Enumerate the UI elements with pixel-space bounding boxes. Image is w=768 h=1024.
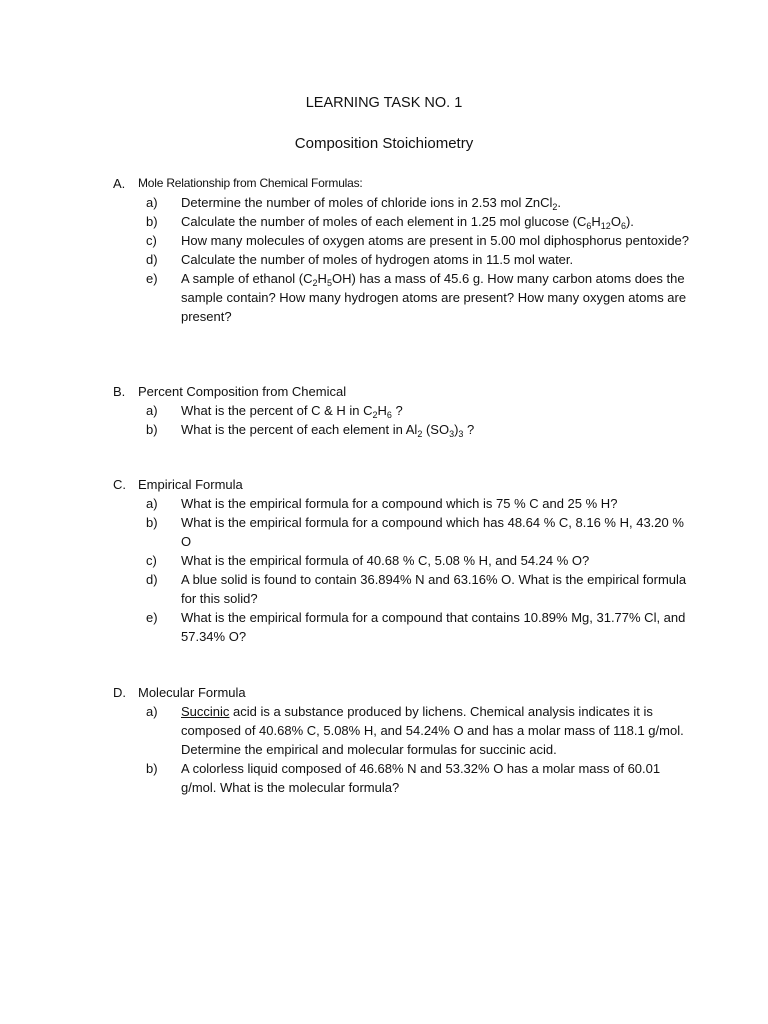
section-letter: B.: [113, 384, 126, 399]
item-label: a): [146, 704, 158, 719]
item-label: b): [146, 214, 158, 229]
item-text: Calculate the number of moles of hydrogen atoms in 11.5 mol water.: [181, 252, 574, 267]
underlined-word: Succinic: [181, 704, 230, 719]
list-item: [113, 250, 693, 269]
section-letter: D.: [113, 685, 126, 700]
section-c: [113, 475, 693, 646]
section-d-header: [113, 683, 693, 702]
section-heading: Empirical Formula: [138, 477, 243, 492]
item-text: What is the percent of C & H in $C_2H_6$ ?: [181, 403, 403, 420]
item-text: Calculate the number of moles of each element in 1.25 mol glucose $(C_6H_{12}O_6)$.: [181, 214, 634, 231]
item-text: A blue solid is found to contain 36.894% N and 63.16% O. What is the empirical formula for this solid?: [181, 572, 687, 606]
list-item: [113, 420, 693, 439]
item-label: b): [146, 515, 158, 530]
list-item: [113, 231, 693, 250]
item-label: b): [146, 761, 158, 776]
section-letter: A.: [113, 176, 126, 191]
item-label: a): [146, 496, 158, 511]
item-text: How many molecules of oxygen atoms are present in 5.00 mol diphosphorus pentoxide?: [181, 233, 690, 248]
list-item: [113, 212, 693, 231]
list-item: [113, 702, 693, 759]
section-heading: Mole Relationship from Chemical Formulas:: [138, 176, 363, 190]
item-text: A sample of ethanol $(C_2H_5OH)$ has a mass of 45.6 g. How many carbon atoms does the sample contain? How many hydrogen atoms are present? How many oxygen atoms are present?: [181, 271, 687, 324]
section-b-header: [113, 382, 693, 401]
document-title: LEARNING TASK NO. 1: [305, 95, 463, 111]
item-text: Succinic acid is a substance produced by lichens. Chemical analysis indicates it is composed of 40.68% C, 5.08% H, and 54.24% O and has a molar mass of 118.1 g/mol. Determine the empirical and molecular formulas for succinic acid.: [181, 704, 684, 757]
section-letter: C.: [113, 477, 126, 492]
section-heading: Molecular Formula: [138, 685, 246, 700]
section-b: [113, 382, 693, 439]
list-item: [113, 759, 693, 797]
list-item: [113, 513, 693, 551]
list-item: [113, 570, 693, 608]
list-item: [113, 551, 693, 570]
section-a-header: [113, 174, 693, 193]
item-label: d): [146, 572, 158, 587]
section-a: [113, 174, 693, 326]
section-c-header: [113, 475, 693, 494]
item-label: c): [146, 553, 157, 568]
item-text: What is the empirical formula for a compound that contains 10.89% Mg, 31.77% Cl, and 57.34% O?: [181, 610, 686, 644]
item-text: What is the empirical formula for a compound which is 75 % C and 25 % H?: [181, 496, 618, 511]
list-item: [113, 269, 693, 326]
list-item: [113, 401, 693, 420]
item-label: e): [146, 271, 158, 286]
document-subtitle: Composition Stoichiometry: [294, 135, 474, 152]
item-text: What is the empirical formula of 40.68 % C, 5.08 % H, and 54.24 % O?: [181, 553, 590, 568]
item-label: e): [146, 610, 158, 625]
item-text: What is the empirical formula for a compound which has 48.64 % C, 8.16 % H, 43.20 % O: [181, 515, 684, 549]
item-label: a): [146, 403, 158, 418]
item-label: d): [146, 252, 158, 267]
section-heading: Percent Composition from Chemical: [138, 384, 347, 399]
item-text: What is the percent of each element in $Al_2$ $(SO_3)_3$ ?: [181, 422, 475, 439]
list-item: [113, 608, 693, 646]
item-label: a): [146, 195, 158, 210]
item-label: b): [146, 422, 158, 437]
item-text: A colorless liquid composed of 46.68% N and 53.32% O has a molar mass of 60.01 g/mol. What is the molecular formula?: [181, 761, 661, 795]
list-item: [113, 494, 693, 513]
list-item: [113, 193, 693, 212]
section-d: [113, 683, 693, 797]
item-text: Determine the number of moles of chloride ions in 2.53 mol ZnCl$_2$.: [181, 195, 562, 212]
item-label: c): [146, 233, 157, 248]
